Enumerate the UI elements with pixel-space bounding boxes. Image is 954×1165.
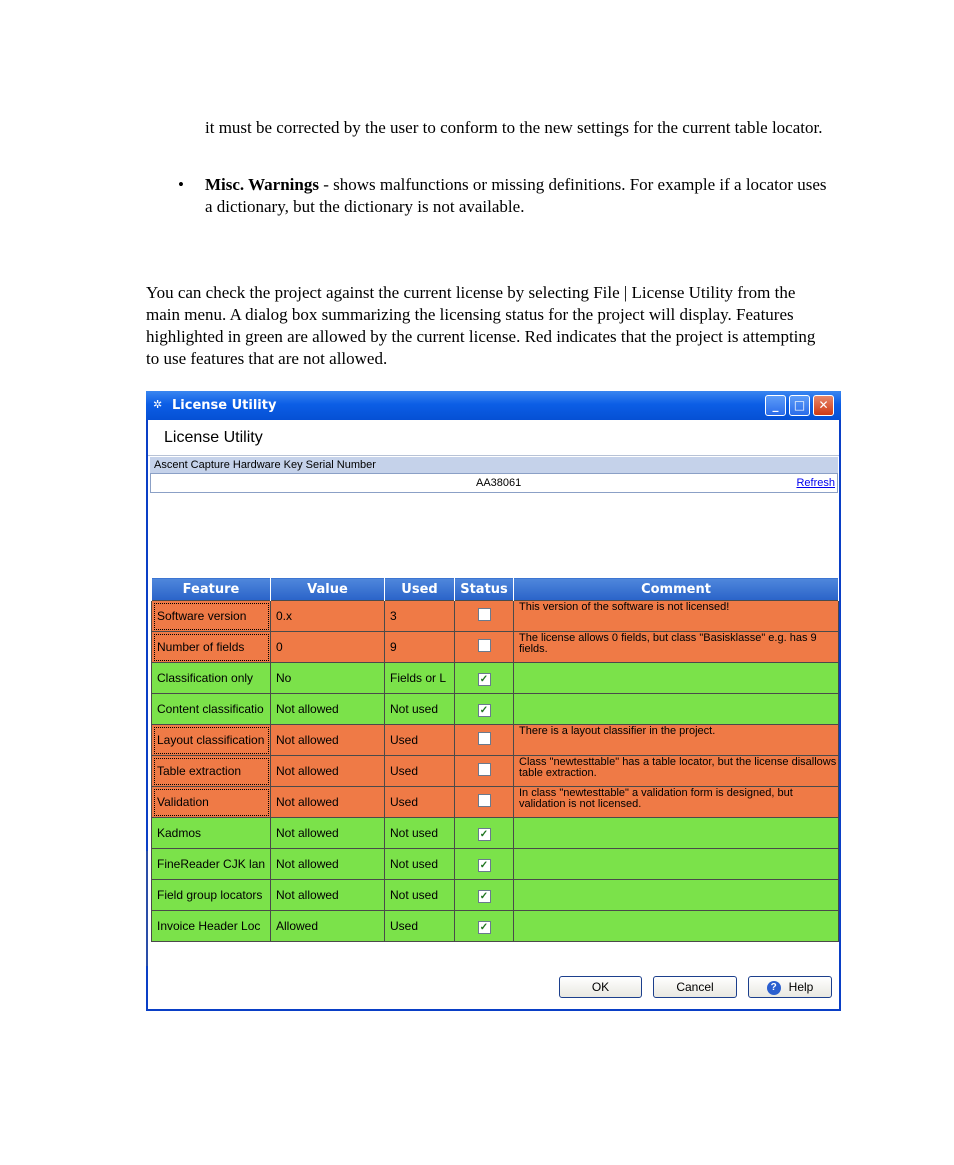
- status-cell: [455, 787, 514, 818]
- value-cell: No: [271, 663, 385, 694]
- status-checkbox-checked: ✓: [478, 828, 491, 841]
- comment-cell: [514, 911, 839, 942]
- status-checkbox-checked: ✓: [478, 704, 491, 717]
- bullet-description: - shows malfunctions or missing definitions. For example if a locator uses a dictionary, but the dictionary is not available.: [205, 175, 827, 216]
- value-cell: Not allowed: [271, 880, 385, 911]
- column-header-used[interactable]: Used: [385, 578, 455, 601]
- value-cell: Not allowed: [271, 756, 385, 787]
- value-cell: Allowed: [271, 911, 385, 942]
- dialog-titlebar[interactable]: [146, 391, 841, 420]
- value-cell: Not allowed: [271, 818, 385, 849]
- feature-cell: FineReader CJK lan: [152, 849, 271, 880]
- status-checkbox-unchecked: [478, 732, 491, 745]
- feature-cell: Classification only: [152, 663, 271, 694]
- maximize-icon: □: [793, 398, 806, 412]
- table-row[interactable]: [152, 632, 839, 663]
- used-cell: 3: [385, 601, 455, 632]
- table-row[interactable]: [152, 694, 839, 725]
- status-checkbox-unchecked: [478, 794, 491, 807]
- status-cell: [455, 725, 514, 756]
- dialog-header-title: License Utility: [164, 429, 263, 446]
- bullet-text: [205, 174, 830, 218]
- feature-cell: Table extraction: [152, 756, 271, 787]
- status-cell: [455, 849, 514, 880]
- value-cell: Not allowed: [271, 725, 385, 756]
- value-cell: Not allowed: [271, 694, 385, 725]
- used-cell: Used: [385, 911, 455, 942]
- used-cell: Used: [385, 756, 455, 787]
- feature-cell: Kadmos: [152, 818, 271, 849]
- feature-cell: Layout classification: [152, 725, 271, 756]
- table-row[interactable]: [152, 725, 839, 756]
- value-cell: 0.x: [271, 601, 385, 632]
- table-header-row: [152, 578, 839, 601]
- ok-button[interactable]: OK: [559, 976, 642, 998]
- status-checkbox-checked: ✓: [478, 673, 491, 686]
- dialog-title: License Utility: [172, 398, 277, 413]
- status-cell: [455, 601, 514, 632]
- status-cell: [455, 818, 514, 849]
- feature-cell: Content classificatio: [152, 694, 271, 725]
- table-row[interactable]: [152, 911, 839, 942]
- comment-cell: [514, 694, 839, 725]
- table-row[interactable]: [152, 787, 839, 818]
- table-row[interactable]: [152, 849, 839, 880]
- status-checkbox-unchecked: [478, 763, 491, 776]
- cancel-button[interactable]: Cancel: [653, 976, 737, 998]
- feature-cell: Invoice Header Loc: [152, 911, 271, 942]
- feature-cell: Number of fields: [152, 632, 271, 663]
- close-icon: ✕: [818, 398, 829, 412]
- minimize-icon: _: [772, 398, 779, 412]
- paragraph-license-check: You can check the project against the current license by selecting File | License Utility from the main menu. A dialog box summarizing the licensing status for the project will display. Features highlighted in green are allowed by the current license. Red indicates that the project is attempting to use features that are not allowed.: [146, 283, 816, 368]
- status-cell: [455, 663, 514, 694]
- help-icon: ?: [767, 981, 781, 995]
- feature-cell: Field group locators: [152, 880, 271, 911]
- serial-number-field: [150, 473, 838, 493]
- license-feature-table: [151, 577, 839, 942]
- comment-cell: [514, 880, 839, 911]
- license-utility-dialog: [146, 391, 841, 1011]
- used-cell: Not used: [385, 849, 455, 880]
- table-row[interactable]: [152, 663, 839, 694]
- status-cell: [455, 694, 514, 725]
- used-cell: Not used: [385, 694, 455, 725]
- comment-cell: In class "newtesttable" a validation form is designed, but validation is not licensed.: [514, 787, 839, 818]
- help-button-label: Help: [788, 980, 814, 994]
- status-checkbox-checked: ✓: [478, 890, 491, 903]
- value-cell: 0: [271, 632, 385, 663]
- used-cell: Used: [385, 787, 455, 818]
- status-cell: [455, 911, 514, 942]
- column-header-value[interactable]: Value: [271, 578, 385, 601]
- maximize-button[interactable]: [789, 395, 810, 416]
- status-cell: [455, 756, 514, 787]
- status-checkbox-checked: ✓: [478, 859, 491, 872]
- used-cell: 9: [385, 632, 455, 663]
- used-cell: Used: [385, 725, 455, 756]
- table-row[interactable]: [152, 601, 839, 632]
- column-header-status[interactable]: Status: [455, 578, 514, 601]
- table-row[interactable]: [152, 756, 839, 787]
- comment-cell: [514, 663, 839, 694]
- comment-cell: [514, 849, 839, 880]
- bullet-term: Misc. Warnings: [205, 175, 319, 194]
- column-header-feature[interactable]: Feature: [152, 578, 271, 601]
- serial-number-label: Ascent Capture Hardware Key Serial Number: [150, 457, 838, 473]
- status-checkbox-checked: ✓: [478, 921, 491, 934]
- scroll-indicator: [146, 851, 148, 966]
- column-header-comment[interactable]: Comment: [514, 578, 839, 601]
- used-cell: Not used: [385, 818, 455, 849]
- refresh-link[interactable]: Refresh: [796, 477, 835, 489]
- comment-cell: This version of the software is not licensed!: [514, 601, 839, 632]
- paragraph-continuation: it must be corrected by the user to conform to the new settings for the current table locator.: [205, 118, 823, 137]
- comment-cell: There is a layout classifier in the project.: [514, 725, 839, 756]
- table-row[interactable]: [152, 880, 839, 911]
- feature-cell: Software version: [152, 601, 271, 632]
- comment-cell: The license allows 0 fields, but class "Basisklasse" e.g. has 9 fields.: [514, 632, 839, 663]
- value-cell: Not allowed: [271, 787, 385, 818]
- status-cell: [455, 880, 514, 911]
- used-cell: Not used: [385, 880, 455, 911]
- feature-cell: Validation: [152, 787, 271, 818]
- gear-icon: ✲: [153, 398, 163, 411]
- serial-number-value: AA38061: [476, 477, 522, 489]
- comment-cell: Class "newtesttable" has a table locator, but the license disallows table extraction.: [514, 756, 839, 787]
- status-cell: [455, 632, 514, 663]
- bullet-marker: •: [178, 175, 184, 194]
- close-button[interactable]: [813, 395, 834, 416]
- status-checkbox-unchecked: [478, 608, 491, 621]
- value-cell: Not allowed: [271, 849, 385, 880]
- used-cell: Fields or L: [385, 663, 455, 694]
- table-row[interactable]: [152, 818, 839, 849]
- status-checkbox-unchecked: [478, 639, 491, 652]
- help-button[interactable]: [748, 976, 832, 998]
- minimize-button[interactable]: [765, 395, 786, 416]
- comment-cell: [514, 818, 839, 849]
- header-divider: [148, 455, 839, 456]
